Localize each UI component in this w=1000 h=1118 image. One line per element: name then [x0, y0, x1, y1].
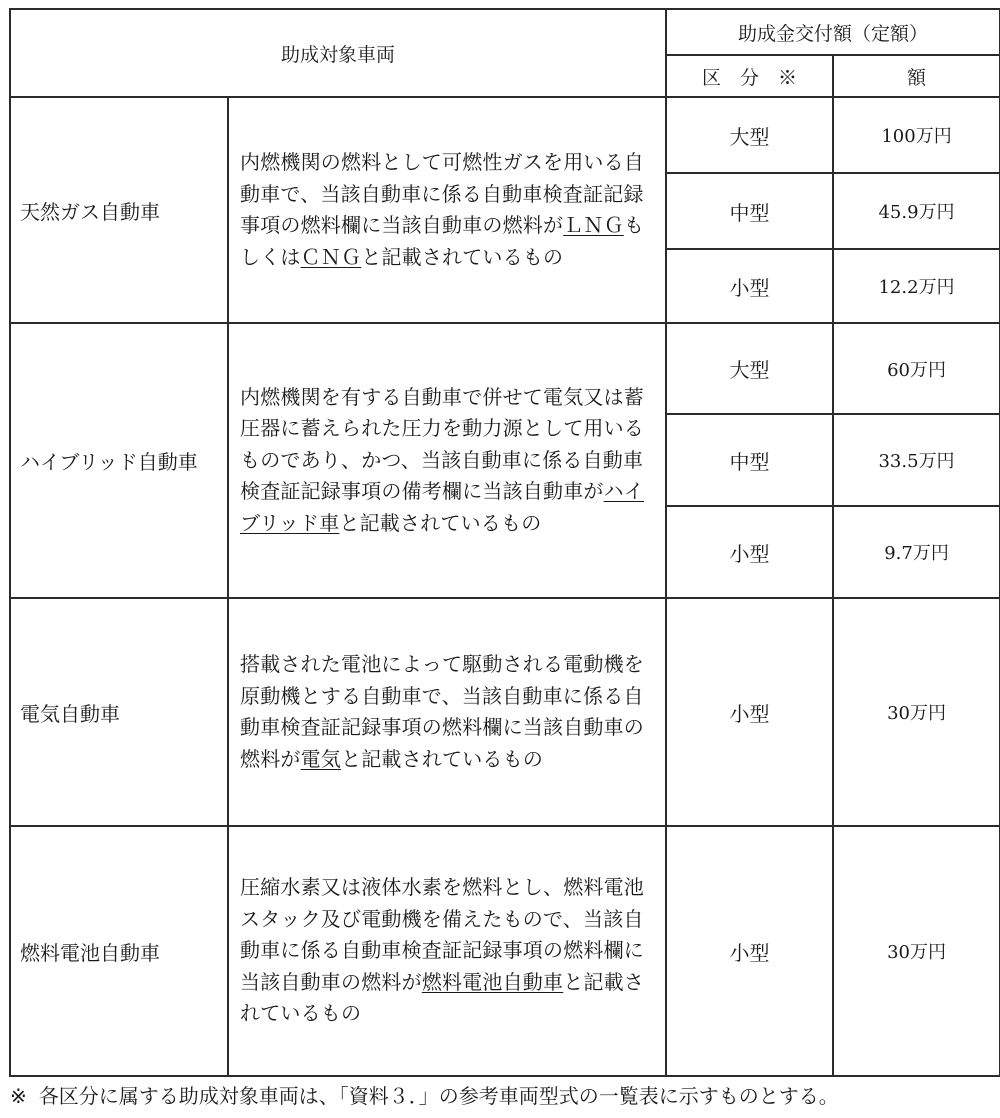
vehicle-name: 天然ガス自動車	[10, 97, 228, 323]
description-text: と記載されているもの	[361, 244, 564, 269]
description-text: と記載されているもの	[240, 969, 645, 1026]
underlined-term: ＬＮＧ	[563, 213, 624, 237]
description-text: 内燃機関の燃料として可燃性ガスを用いる自動車で、当該自動車に係る自動車検査証記録事項の燃料欄に当該自動車の燃料が	[240, 150, 644, 237]
vehicle-name: 燃料電池自動車	[10, 826, 228, 1076]
vehicle-name: ハイブリッド自動車	[10, 323, 228, 598]
underlined-term: 電気	[300, 746, 342, 771]
vehicle-name: 電気自動車	[10, 598, 228, 826]
grant-amount-header: 助成金交付額（定額）	[666, 9, 1000, 55]
subsidy-table	[9, 8, 1000, 1077]
size-category: 中型	[666, 173, 833, 249]
footnote-text: 各区分に属する助成対象車両は、「資料３．」の参考車両型式の一覧表に示すものとする。	[38, 1084, 839, 1108]
description-text: と記載されているもの	[341, 746, 544, 771]
size-category: 小型	[666, 598, 833, 826]
grant-amount: 30万円	[833, 826, 1000, 1076]
vehicle-tier-row	[10, 826, 1000, 1076]
header-row	[10, 9, 1000, 55]
grant-amount: 9.7万円	[833, 506, 1000, 598]
size-category: 中型	[666, 414, 833, 506]
amount-header: 額	[833, 55, 1000, 97]
footnote	[10, 1080, 839, 1109]
vehicle-tier-row	[10, 323, 1000, 414]
vehicle-tier-row	[10, 598, 1000, 826]
grant-amount: 12.2万円	[833, 249, 1000, 323]
underlined-term: ＣＮＧ	[300, 244, 362, 269]
grant-amount: 33.5万円	[833, 414, 1000, 506]
underlined-term: 燃料電池自動車	[421, 969, 564, 994]
subsidy-table-body	[10, 9, 1000, 1076]
grant-amount: 45.9万円	[833, 173, 1000, 249]
size-category: 大型	[666, 97, 833, 173]
description-text: もしくは	[240, 213, 645, 269]
category-header: 区 分 ※	[666, 55, 833, 97]
vehicle-description	[228, 323, 666, 598]
description-text: と記載されているもの	[339, 510, 542, 535]
size-category: 小型	[666, 826, 833, 1076]
underlined-term: ハイブリッド車	[240, 479, 645, 535]
description-text: 搭載された電池によって駆動される電動機を原動機とする自動車で、当該自動車に係る自動車検査証記録事項の燃料欄に当該自動車の燃料が	[240, 652, 644, 771]
vehicle-description	[228, 826, 666, 1076]
description-text: 圧縮水素又は液体水素を燃料とし、燃料電池スタック及び電動機を備えたもので、当該自動車に係る自動車検査証記録事項の燃料欄に当該自動車の燃料が	[240, 875, 644, 994]
footnote-mark: ※	[10, 1084, 27, 1108]
grant-amount: 100万円	[833, 97, 1000, 173]
grant-amount: 30万円	[833, 598, 1000, 826]
size-category: 小型	[666, 249, 833, 323]
vehicle-description	[228, 598, 666, 826]
grant-amount: 60万円	[833, 323, 1000, 414]
vehicle-description	[228, 97, 666, 323]
target-vehicles-header: 助成対象車両	[10, 9, 666, 97]
description-text: 内燃機関を有する自動車で併せて電気又は蓄圧器に蓄えられた圧力を動力源として用いるものであり、かつ、当該自動車に係る自動車検査証記録事項の備考欄に当該自動車が	[240, 384, 644, 504]
size-category: 小型	[666, 506, 833, 598]
size-category: 大型	[666, 323, 833, 414]
vehicle-tier-row	[10, 97, 1000, 173]
